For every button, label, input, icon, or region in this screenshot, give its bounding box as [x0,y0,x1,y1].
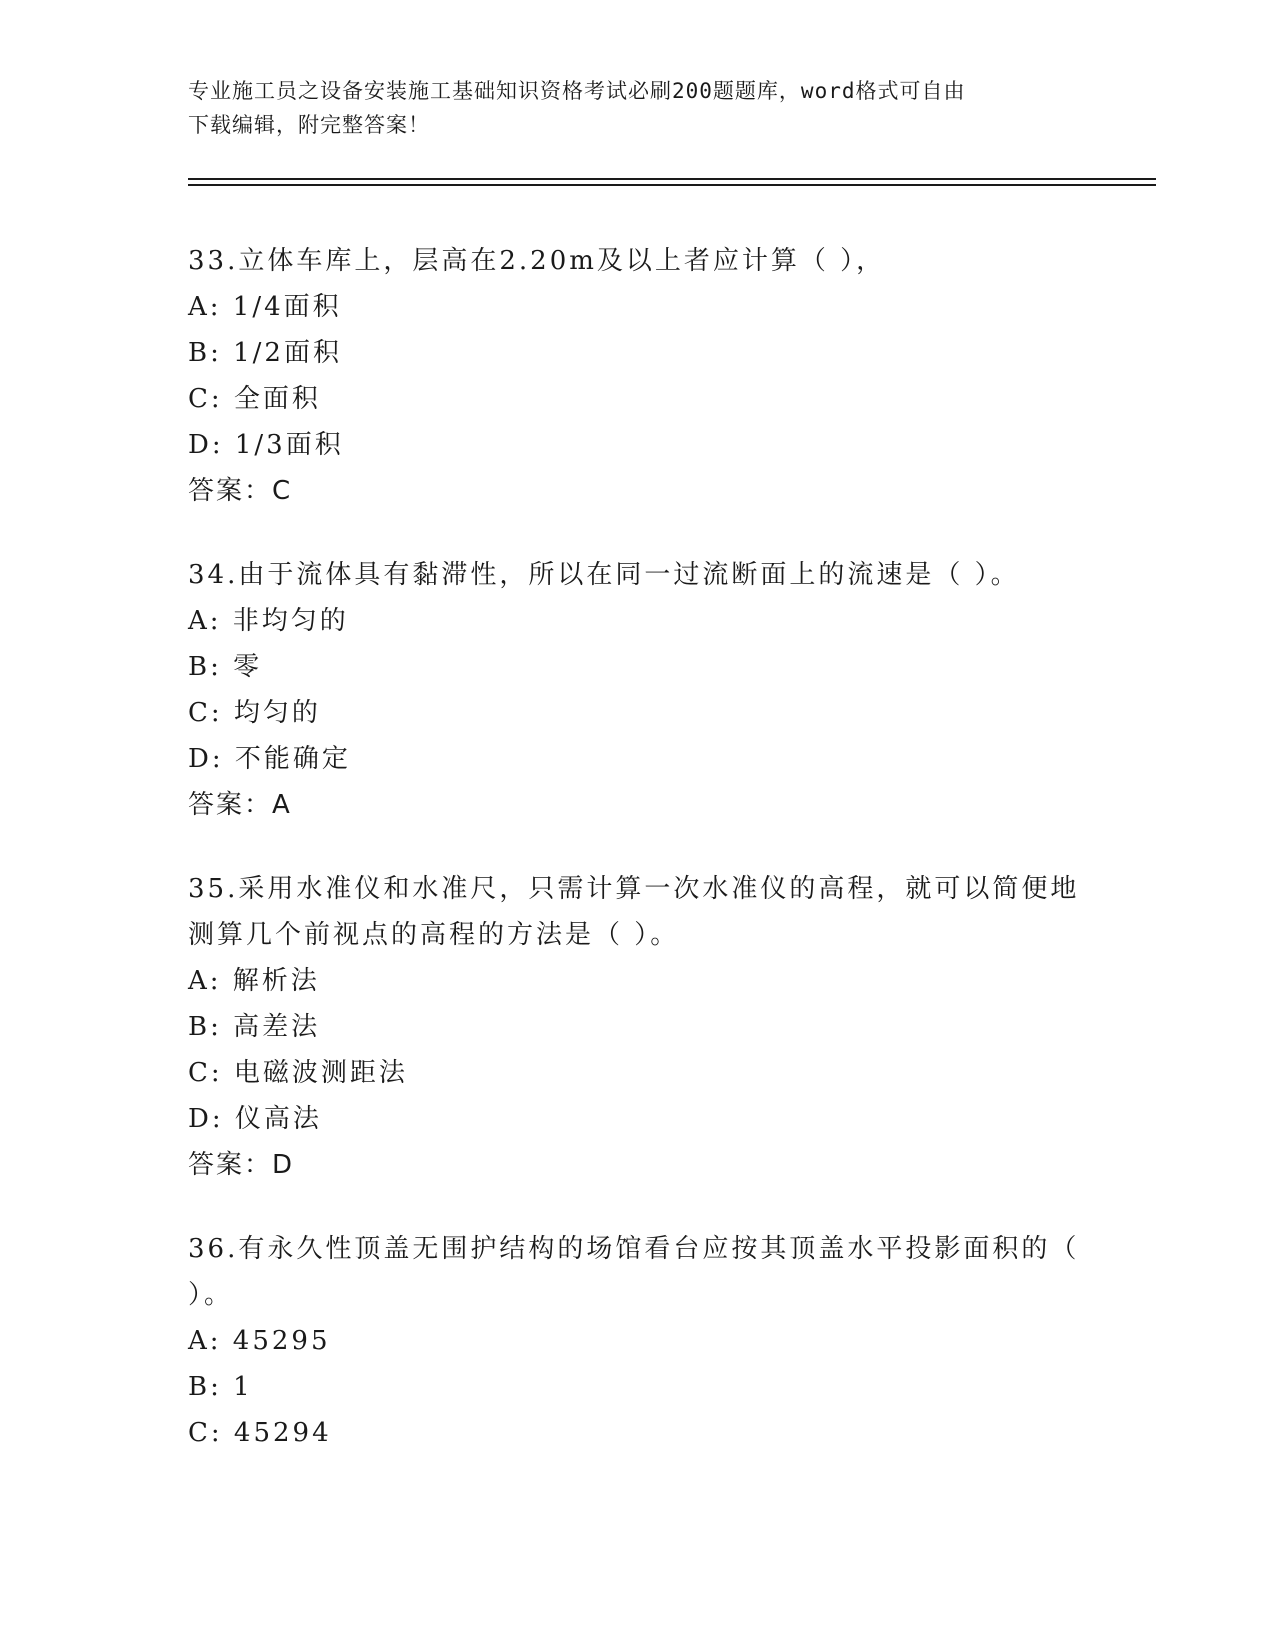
option-c: C: 电磁波测距法 [188,1058,408,1088]
option-d: D: 1/3面积 [188,430,344,460]
option-b: B: 零 [188,652,263,682]
option-a: A: 1/4面积 [188,292,342,322]
document-header [188,74,1088,142]
question-34 [188,552,1088,828]
header-divider-top [188,178,1156,180]
question-33 [188,238,1088,514]
answer-line: 答案：C [188,476,293,506]
option-d: D: 不能确定 [188,744,351,774]
answer-line: 答案：D [188,1150,295,1180]
header-divider-bottom [188,184,1156,186]
header-line-2: 下载编辑，附完整答案！ [188,113,430,137]
option-a: A: 45295 [188,1326,331,1356]
question-stem: 33.立体车库上，层高在2.20m及以上者应计算（ ）， [188,246,886,276]
question-stem-line-2: ）。 [188,1280,234,1310]
option-c: C: 45294 [188,1418,332,1448]
option-b: B: 1/2面积 [188,338,342,368]
question-stem: 34.由于流体具有黏滞性，所以在同一过流断面上的流速是（ ）。 [188,560,1020,590]
question-stem-line-1: 36.有永久性顶盖无围护结构的场馆看台应按其顶盖水平投影面积的（ [188,1234,1080,1264]
answer-line: 答案：A [188,790,292,820]
question-stem-line-2: 测算几个前视点的高程的方法是（ ）。 [188,920,680,950]
option-d: D: 仪高法 [188,1104,322,1134]
option-c: C: 均匀的 [188,698,321,728]
option-a: A: 非均匀的 [188,606,349,636]
option-a: A: 解析法 [188,966,320,996]
question-35 [188,866,1088,1188]
question-list [188,238,1088,1494]
question-stem-line-1: 35.采用水准仪和水准尺，只需计算一次水准仪的高程，就可以简便地 [188,874,1080,904]
header-line-1: 专业施工员之设备安装施工基础知识资格考试必刷200题题库，word格式可自由 [188,79,966,103]
option-b: B: 高差法 [188,1012,321,1042]
option-b: B: 1 [188,1372,253,1402]
option-c: C: 全面积 [188,384,321,414]
question-36 [188,1226,1088,1456]
